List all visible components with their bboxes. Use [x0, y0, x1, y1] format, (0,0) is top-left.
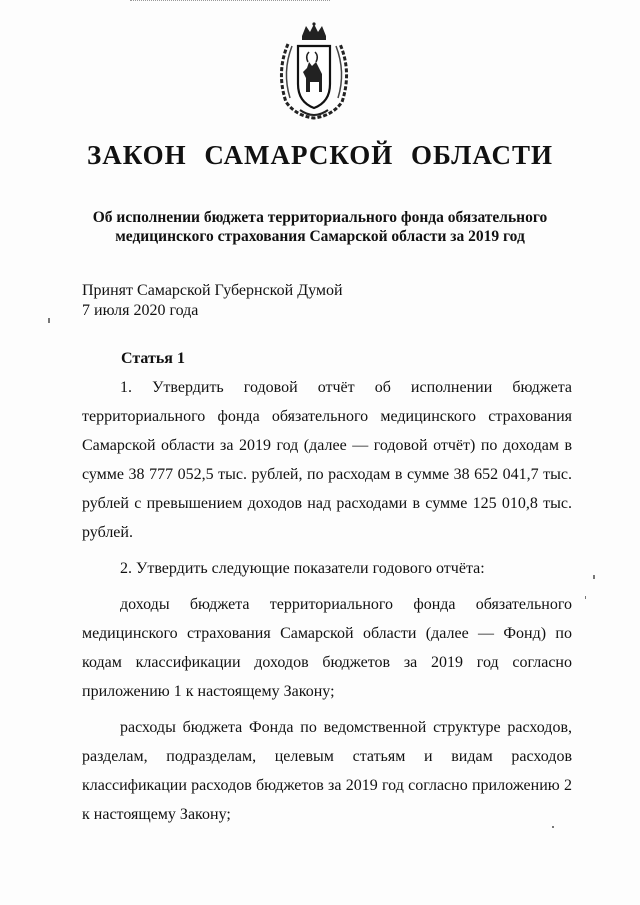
samara-coat-of-arms-icon: [272, 22, 356, 122]
scan-artifact: [130, 0, 330, 5]
paragraph: 2. Утвердить следующие показатели годового отчёта:: [120, 560, 485, 577]
scan-artifact: [585, 596, 586, 599]
article-heading: Статья 1: [121, 350, 185, 367]
scan-artifact: [552, 826, 554, 828]
article-body: [82, 373, 572, 836]
subtitle-line: Об исполнении бюджета территориального фонда обязательного: [92, 209, 548, 226]
scan-artifact: [48, 318, 50, 323]
adoption-info: [82, 281, 343, 321]
scan-artifact: [593, 575, 595, 579]
adopted-by: Принят Самарской Губернской Думой: [82, 282, 343, 299]
document-subtitle: [60, 208, 580, 246]
adoption-date: 7 июля 2020 года: [82, 302, 199, 319]
paragraph: расходы бюджета Фонда по ведомственной структуре расходов, разделам, подразделам, целевым статьям и видам расходов классификации расходов бюджетов за 2019 год согласно приложению 2 к настоящему Закону;: [82, 719, 572, 823]
subtitle-line: медицинского страхования Самарской области за 2019 год: [115, 228, 525, 245]
paragraph: доходы бюджета территориального фонда обязательного медицинского страхования Самарской области (далее — Фонд) по кодам классификации доходов бюджетов за 2019 год согласно приложению 1 к настоящему Закону;: [82, 596, 572, 700]
document-title: ЗАКОН САМАРСКОЙ ОБЛАСТИ: [87, 140, 553, 170]
paragraph: 1. Утвердить годовой отчёт об исполнении бюджета территориального фонда обязательного медицинского страхования Самарской области за 2019 год (далее — годовой отчёт) по доходам в сумме 38 777 052,5 тыс. рублей, по расходам в сумме 38 652 041,7 тыс. рублей с превышением доходов над расходами в сумме 125 010,8 тыс. рублей.: [82, 379, 572, 541]
